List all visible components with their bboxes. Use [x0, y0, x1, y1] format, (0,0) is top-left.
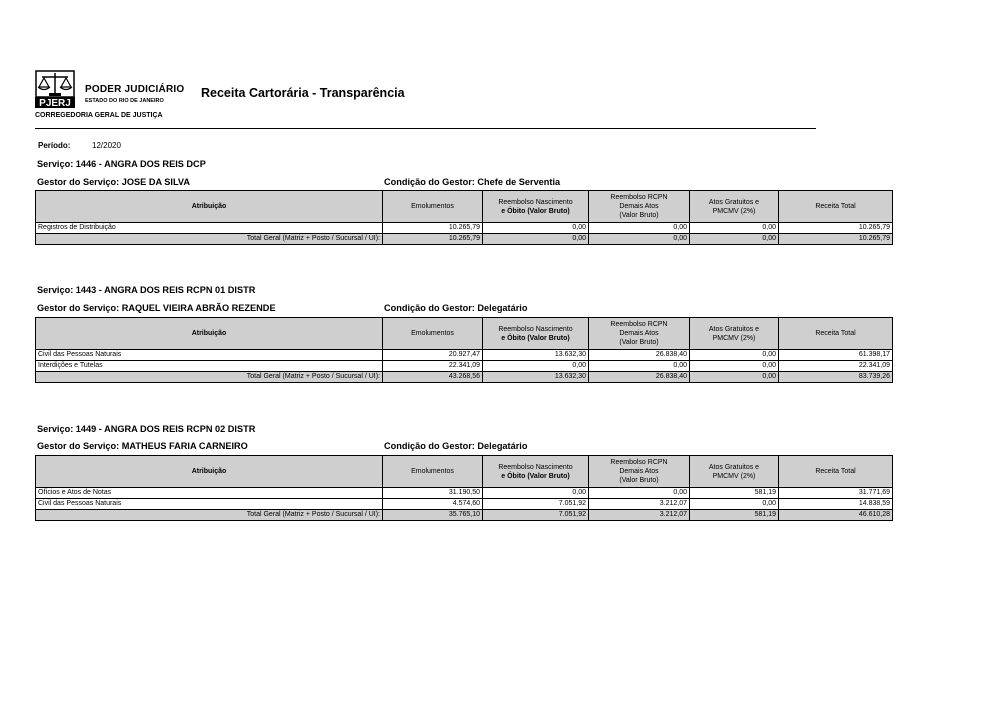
- col-reembolso-rcpn: Reembolso RCPN Demais Atos (Valor Bruto): [589, 456, 690, 488]
- cell-atos-gratuitos: 0,00: [690, 223, 779, 234]
- service-manager: Gestor do Serviço: MATHEUS FARIA CARNEIRO: [37, 441, 248, 451]
- cell-atribuicao: Civil das Pessoas Naturais: [36, 350, 383, 361]
- cell-atribuicao: Ofícios e Atos de Notas: [36, 488, 383, 499]
- total-emolumentos: 10.265,79: [383, 234, 483, 245]
- cell-reembolso-nascimento: 0,00: [483, 361, 589, 372]
- cell-emolumentos: 4.574,60: [383, 499, 483, 510]
- cell-receita-total: 14.838,59: [779, 499, 893, 510]
- manager-condition: Condição do Gestor: Chefe de Serventia: [384, 177, 561, 187]
- cell-reembolso-nascimento: 0,00: [483, 223, 589, 234]
- col-reembolso-rcpn: Reembolso RCPN Demais Atos (Valor Bruto): [589, 318, 690, 350]
- cell-atos-gratuitos: 0,00: [690, 499, 779, 510]
- cell-atribuicao: Civil das Pessoas Naturais: [36, 499, 383, 510]
- total-reembolso-nascimento: 13.632,30: [483, 372, 589, 383]
- total-receita: 46.610,28: [779, 510, 893, 521]
- org-name: PODER JUDICIÁRIO: [85, 84, 185, 95]
- total-label: Total Geral (Matriz + Posto / Sucursal / UI):: [36, 234, 383, 245]
- col-receita-total: Receita Total: [779, 318, 893, 350]
- revenue-table: [35, 190, 893, 245]
- col-receita-total: Receita Total: [779, 191, 893, 223]
- cell-reembolso-rcpn: 0,00: [589, 488, 690, 499]
- cell-emolumentos: 10.265,79: [383, 223, 483, 234]
- total-row: [36, 372, 893, 383]
- total-atos-gratuitos: 0,00: [690, 372, 779, 383]
- table-header-row: [36, 456, 893, 488]
- col-emolumentos: Emolumentos: [383, 318, 483, 350]
- cell-atos-gratuitos: 0,00: [690, 361, 779, 372]
- col-atribuicao: Atribuição: [36, 318, 383, 350]
- period-label: Período:: [38, 141, 71, 150]
- service-title: Serviço: 1446 - ANGRA DOS REIS DCP: [37, 159, 206, 169]
- total-atos-gratuitos: 0,00: [690, 234, 779, 245]
- table-header-row: [36, 191, 893, 223]
- col-atos-gratuitos: Atos Gratuitos e PMCMV (2%): [690, 191, 779, 223]
- cell-emolumentos: 31.190,50: [383, 488, 483, 499]
- col-atos-gratuitos: Atos Gratuitos e PMCMV (2%): [690, 456, 779, 488]
- cell-emolumentos: 20.927,47: [383, 350, 483, 361]
- cell-atos-gratuitos: 0,00: [690, 350, 779, 361]
- cell-reembolso-rcpn: 3.212,07: [589, 499, 690, 510]
- cell-receita-total: 10.265,79: [779, 223, 893, 234]
- total-reembolso-rcpn: 26.838,40: [589, 372, 690, 383]
- col-reembolso-nascimento: Reembolso Nascimento e Óbito (Valor Bruto): [483, 191, 589, 223]
- revenue-table: [35, 455, 893, 521]
- service-title: Serviço: 1449 - ANGRA DOS REIS RCPN 02 DISTR: [37, 424, 256, 434]
- col-atribuicao: Atribuição: [36, 456, 383, 488]
- total-label: Total Geral (Matriz + Posto / Sucursal / UI):: [36, 510, 383, 521]
- total-receita: 83.739,26: [779, 372, 893, 383]
- total-label: Total Geral (Matriz + Posto / Sucursal / UI):: [36, 372, 383, 383]
- table-row: [36, 499, 893, 510]
- total-row: [36, 234, 893, 245]
- cell-atribuicao: Registros de Distribuição: [36, 223, 383, 234]
- table-header-row: [36, 318, 893, 350]
- table-row: [36, 223, 893, 234]
- service-manager: Gestor do Serviço: JOSE DA SILVA: [37, 177, 190, 187]
- col-emolumentos: Emolumentos: [383, 191, 483, 223]
- service-manager: Gestor do Serviço: RAQUEL VIEIRA ABRÃO REZENDE: [37, 303, 276, 313]
- col-atos-gratuitos: Atos Gratuitos e PMCMV (2%): [690, 318, 779, 350]
- department-name: CORREGEDORIA GERAL DE JUSTIÇA: [35, 112, 163, 119]
- table-row: [36, 488, 893, 499]
- header-divider: [35, 128, 816, 129]
- cell-receita-total: 61.398,17: [779, 350, 893, 361]
- cell-atribuicao: Interdições e Tutelas: [36, 361, 383, 372]
- cell-atos-gratuitos: 581,19: [690, 488, 779, 499]
- total-row: [36, 510, 893, 521]
- cell-reembolso-nascimento: 7.051,92: [483, 499, 589, 510]
- col-receita-total: Receita Total: [779, 456, 893, 488]
- col-atribuicao: Atribuição: [36, 191, 383, 223]
- manager-condition: Condição do Gestor: Delegatário: [384, 303, 528, 313]
- pjerj-logo: [35, 70, 75, 108]
- col-reembolso-nascimento: Reembolso Nascimento e Óbito (Valor Bruto): [483, 456, 589, 488]
- svg-text:PJERJ: PJERJ: [39, 98, 71, 108]
- page-title: Receita Cartorária - Transparência: [201, 86, 405, 100]
- total-atos-gratuitos: 581,19: [690, 510, 779, 521]
- table-row: [36, 350, 893, 361]
- cell-reembolso-rcpn: 26.838,40: [589, 350, 690, 361]
- total-receita: 10.265,79: [779, 234, 893, 245]
- service-title: Serviço: 1443 - ANGRA DOS REIS RCPN 01 DISTR: [37, 285, 256, 295]
- manager-condition: Condição do Gestor: Delegatário: [384, 441, 528, 451]
- total-reembolso-nascimento: 7.051,92: [483, 510, 589, 521]
- col-reembolso-rcpn: Reembolso RCPN Demais Atos (Valor Bruto): [589, 191, 690, 223]
- total-reembolso-rcpn: 0,00: [589, 234, 690, 245]
- revenue-table: [35, 317, 893, 383]
- col-reembolso-nascimento: Reembolso Nascimento e Óbito (Valor Bruto): [483, 318, 589, 350]
- total-reembolso-rcpn: 3.212,07: [589, 510, 690, 521]
- cell-receita-total: 31.771,69: [779, 488, 893, 499]
- table-row: [36, 361, 893, 372]
- org-state: ESTADO DO RIO DE JANEIRO: [85, 98, 164, 104]
- period-value: 12/2020: [92, 141, 121, 150]
- total-emolumentos: 35.765,10: [383, 510, 483, 521]
- cell-reembolso-rcpn: 0,00: [589, 361, 690, 372]
- cell-receita-total: 22.341,09: [779, 361, 893, 372]
- cell-reembolso-nascimento: 0,00: [483, 488, 589, 499]
- total-emolumentos: 43.268,56: [383, 372, 483, 383]
- cell-emolumentos: 22.341,09: [383, 361, 483, 372]
- col-emolumentos: Emolumentos: [383, 456, 483, 488]
- cell-reembolso-rcpn: 0,00: [589, 223, 690, 234]
- cell-reembolso-nascimento: 13.632,30: [483, 350, 589, 361]
- total-reembolso-nascimento: 0,00: [483, 234, 589, 245]
